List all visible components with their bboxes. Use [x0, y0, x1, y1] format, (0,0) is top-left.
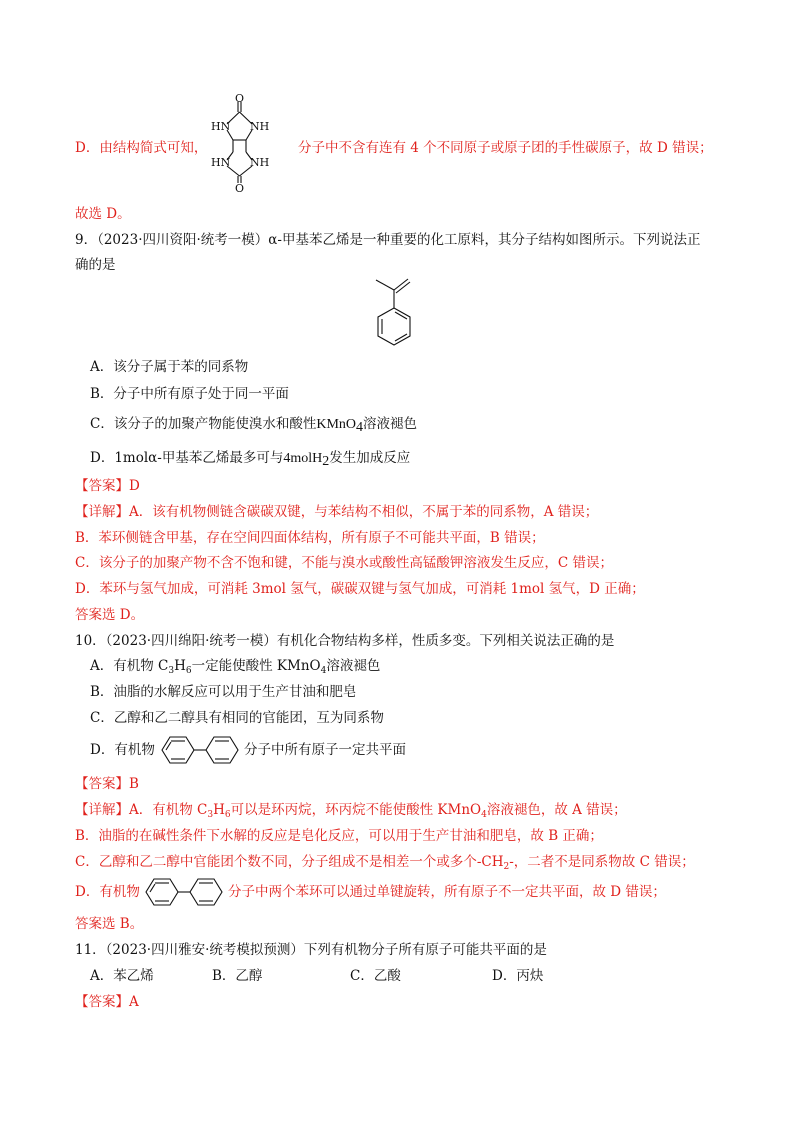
biphenyl-structure-image — [160, 734, 242, 766]
q9-option-b: B．分子中所有原子处于同一平面 — [90, 386, 289, 402]
q9-explain-d: D．苯环与氢气加成，可消耗 3mol 氢气，碳碳双键与氢气加成，可消耗 1mol 氢气，D 正确； — [75, 581, 645, 597]
mol-hn-bottom-label: HN — [211, 156, 231, 169]
q10-stem: 10．（2023·四川绵阳·统考一模）有机化合物结构多样，性质多变。下列相关说法正确的是 — [75, 633, 615, 649]
q9-conclusion: 答案选 D。 — [75, 607, 145, 623]
biphenyl-structure-image-answer — [144, 876, 226, 908]
q10-explain-c: C．乙醇和乙二醇中官能团个数不同，分子组成不是相差一个或多个$-CH_2-$，二者不是同系物故 C 错误； — [75, 854, 695, 872]
q10-option-b: B．油脂的水解反应可以用于生产甘油和肥皂 — [90, 684, 357, 700]
q9-option-d: D．1molα-甲基苯乙烯最多可与4molH2发生加成反应 — [90, 450, 411, 469]
q9-stem-line2: 确的是 — [75, 257, 116, 273]
q10-explain-a: 【详解】A．有机物 $C_3H_6$可以是环丙烷，环丙烷不能使酸性 KMnO$_4$溶液褪色，故 A 错误； — [75, 802, 627, 820]
mol-o-top-label: O — [235, 92, 245, 105]
alpha-methylstyrene-structure-image — [370, 276, 430, 354]
mol-nh-bottom-label: NH — [250, 156, 270, 169]
q9-option-a: A．该分子属于苯的同系物 — [90, 359, 249, 375]
q10-answer: 【答案】B — [75, 776, 139, 792]
q10-conclusion: 答案选 B。 — [75, 916, 144, 932]
q9-stem-line1: 9．（2023·四川资阳·统考一模）α-甲基苯乙烯是一种重要的化工原料，其分子结构如图所示。下列说法正 — [75, 232, 701, 248]
q9-explain-a: 【详解】A．该有机物侧链含碳碳双键，与苯结构不相似，不属于苯的同系物，A 错误； — [75, 504, 599, 520]
q11-option-d: D．丙炔 — [492, 968, 544, 984]
mol-nh-top-label: NH — [250, 120, 270, 133]
q9-explain-c: C．该分子的加聚产物不含不饱和键，不能与溴水或酸性高锰酸钾溶液发生反应，C 错误； — [75, 555, 613, 571]
q11-option-b: B．乙醇 — [212, 968, 263, 984]
mol-hn-top-label: HN — [211, 120, 231, 133]
q10-option-d-prefix: D．有机物 — [90, 742, 155, 758]
q8-option-d-prefix: D．由结构简式可知， — [75, 140, 208, 156]
q9-option-c: C．该分子的加聚产物能使溴水和酸性KMnO4溶液褪色 — [90, 416, 418, 435]
q10-explain-d-prefix: D．有机物 — [75, 884, 140, 900]
q8-conclusion: 故选 D。 — [75, 206, 131, 222]
q9-explain-b: B．苯环侧链含甲基，存在空间四面体结构，所有原子不可能共平面，B 错误； — [75, 530, 545, 546]
q11-answer: 【答案】A — [75, 994, 139, 1010]
q11-option-c: C．乙酸 — [350, 968, 401, 984]
mol-o-bottom-label: O — [235, 182, 245, 192]
q11-option-a: A．苯乙烯 — [90, 968, 154, 984]
q9-answer: 【答案】D — [75, 478, 140, 494]
q10-option-a: A．有机物 $C_3H_6$一定能使酸性 KMnO$_4$溶液褪色 — [90, 658, 381, 676]
glycoluril-structure-image — [205, 92, 285, 192]
q10-explain-d-suffix: 分子中两个苯环可以通过单键旋转，所有原子不一定共平面，故 D 错误； — [228, 884, 666, 900]
q10-option-d-suffix: 分子中所有原子一定共平面 — [244, 742, 406, 758]
q8-option-d-suffix: 分子中不含有连有 4 个不同原子或原子团的手性碳原子，故 D 错误； — [298, 140, 713, 156]
q11-stem: 11．（2023·四川雅安·统考模拟预测）下列有机物分子所有原子可能共平面的是 — [75, 942, 547, 958]
q10-option-c: C．乙醇和乙二醇具有相同的官能团，互为同系物 — [90, 710, 384, 726]
q10-explain-b: B．油脂的在碱性条件下水解的反应是皂化反应，可以用于生产甘油和肥皂，故 B 正确； — [75, 828, 603, 844]
